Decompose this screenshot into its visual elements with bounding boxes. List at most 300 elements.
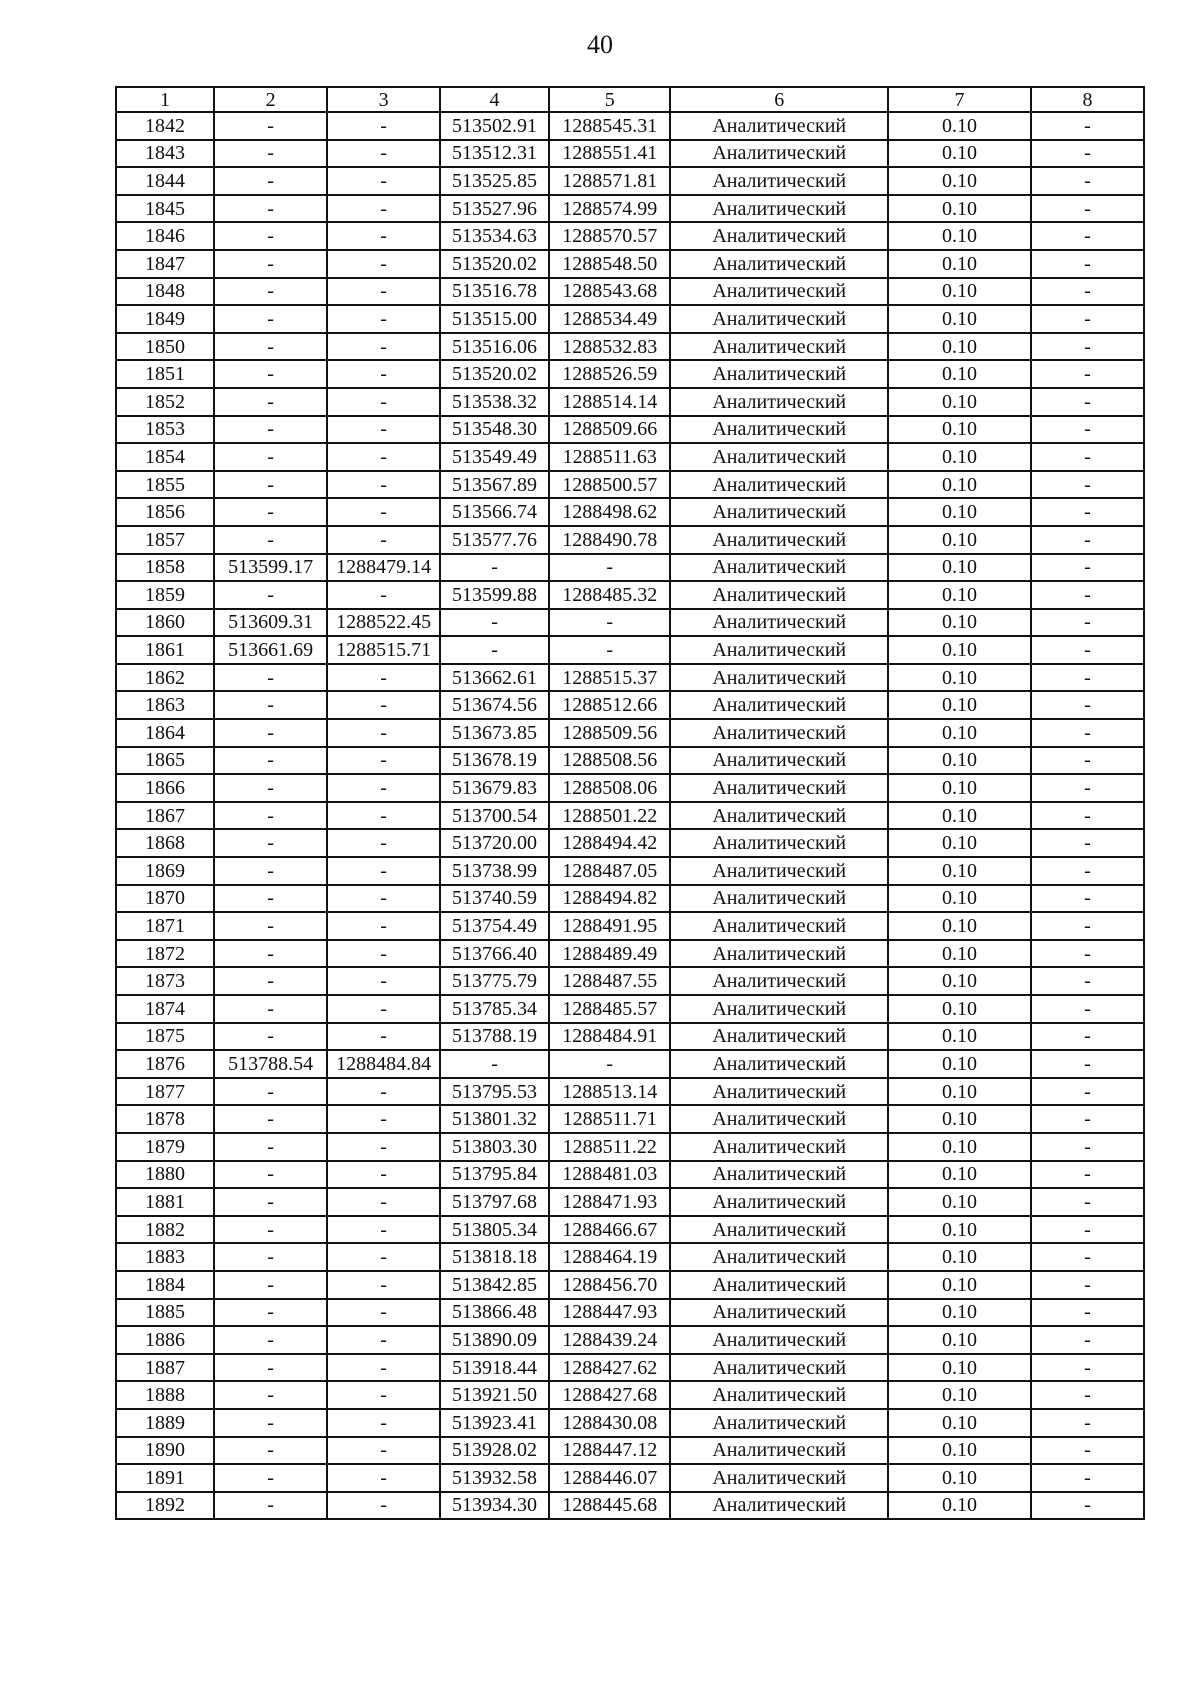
table-row (116, 1381, 1144, 1409)
cell-col3-y: - (327, 1464, 440, 1492)
cell-method: Аналитический (670, 278, 888, 306)
cell-accuracy: 0.10 (888, 967, 1031, 995)
cell-point-number: 1852 (116, 388, 214, 416)
cell-col2-x: - (214, 250, 327, 278)
table-row (116, 526, 1144, 554)
cell-point-number: 1879 (116, 1133, 214, 1161)
cell-accuracy: 0.10 (888, 1188, 1031, 1216)
cell-col4-x: 513720.00 (440, 829, 549, 857)
cell-accuracy: 0.10 (888, 1050, 1031, 1078)
cell-col2-x: - (214, 664, 327, 692)
cell-col8: - (1031, 774, 1144, 802)
cell-accuracy: 0.10 (888, 140, 1031, 168)
cell-col5-y: 1288484.91 (549, 1023, 671, 1051)
cell-col8: - (1031, 278, 1144, 306)
cell-method: Аналитический (670, 1271, 888, 1299)
cell-col5-y: 1288439.24 (549, 1326, 671, 1354)
cell-col8: - (1031, 333, 1144, 361)
cell-col5-y: 1288456.70 (549, 1271, 671, 1299)
cell-col5-y: 1288511.71 (549, 1105, 671, 1133)
cell-col3-y: - (327, 747, 440, 775)
cell-col4-x: 513520.02 (440, 360, 549, 388)
cell-col8: - (1031, 1078, 1144, 1106)
cell-accuracy: 0.10 (888, 1464, 1031, 1492)
cell-col4-x: 513866.48 (440, 1299, 549, 1327)
cell-accuracy: 0.10 (888, 388, 1031, 416)
cell-col8: - (1031, 112, 1144, 140)
cell-col2-x: - (214, 719, 327, 747)
cell-col2-x: - (214, 1271, 327, 1299)
cell-col3-y: - (327, 1023, 440, 1051)
cell-col2-x: - (214, 857, 327, 885)
cell-col3-y: - (327, 1381, 440, 1409)
cell-col4-x: 513805.34 (440, 1216, 549, 1244)
cell-method: Аналитический (670, 250, 888, 278)
cell-col8: - (1031, 802, 1144, 830)
table-row (116, 195, 1144, 223)
cell-accuracy: 0.10 (888, 526, 1031, 554)
table-row (116, 1299, 1144, 1327)
cell-method: Аналитический (670, 1299, 888, 1327)
cell-method: Аналитический (670, 498, 888, 526)
cell-method: Аналитический (670, 1381, 888, 1409)
table-row (116, 388, 1144, 416)
cell-method: Аналитический (670, 1050, 888, 1078)
cell-col5-y: 1288430.08 (549, 1409, 671, 1437)
cell-col8: - (1031, 388, 1144, 416)
cell-col5-y: 1288485.32 (549, 581, 671, 609)
cell-col5-y: 1288498.62 (549, 498, 671, 526)
cell-accuracy: 0.10 (888, 1492, 1031, 1520)
cell-col5-y: 1288526.59 (549, 360, 671, 388)
cell-col5-y: 1288548.50 (549, 250, 671, 278)
cell-col2-x: - (214, 1078, 327, 1106)
cell-col5-y: - (549, 609, 671, 637)
cell-col3-y: - (327, 967, 440, 995)
cell-point-number: 1848 (116, 278, 214, 306)
table-row (116, 1409, 1144, 1437)
cell-col4-x: 513788.19 (440, 1023, 549, 1051)
cell-point-number: 1844 (116, 167, 214, 195)
cell-col3-y: - (327, 719, 440, 747)
cell-col3-y: - (327, 1243, 440, 1271)
cell-col4-x: 513797.68 (440, 1188, 549, 1216)
cell-col8: - (1031, 416, 1144, 444)
cell-col2-x: - (214, 802, 327, 830)
cell-col2-x: 513599.17 (214, 554, 327, 582)
cell-method: Аналитический (670, 1216, 888, 1244)
cell-col2-x: - (214, 967, 327, 995)
cell-col2-x: - (214, 498, 327, 526)
cell-accuracy: 0.10 (888, 1216, 1031, 1244)
cell-accuracy: 0.10 (888, 1105, 1031, 1133)
cell-method: Аналитический (670, 333, 888, 361)
cell-col4-x: 513818.18 (440, 1243, 549, 1271)
table-row (116, 1050, 1144, 1078)
cell-col3-y: - (327, 1409, 440, 1437)
cell-point-number: 1849 (116, 305, 214, 333)
table-row (116, 416, 1144, 444)
cell-col5-y: 1288512.66 (549, 691, 671, 719)
cell-col5-y: 1288471.93 (549, 1188, 671, 1216)
cell-col8: - (1031, 940, 1144, 968)
column-header-4: 4 (440, 87, 549, 112)
cell-col3-y: - (327, 691, 440, 719)
cell-col3-y: - (327, 1133, 440, 1161)
cell-col4-x: 513934.30 (440, 1492, 549, 1520)
cell-col3-y: - (327, 1326, 440, 1354)
cell-col8: - (1031, 1381, 1144, 1409)
table-row (116, 167, 1144, 195)
cell-col4-x: 513520.02 (440, 250, 549, 278)
table-row (116, 691, 1144, 719)
cell-col5-y: 1288447.12 (549, 1437, 671, 1465)
cell-accuracy: 0.10 (888, 167, 1031, 195)
cell-col5-y: 1288487.05 (549, 857, 671, 885)
cell-col5-y: 1288508.56 (549, 747, 671, 775)
cell-col4-x: 513918.44 (440, 1354, 549, 1382)
cell-col2-x: - (214, 1133, 327, 1161)
cell-col4-x: 513577.76 (440, 526, 549, 554)
cell-method: Аналитический (670, 609, 888, 637)
column-header-1: 1 (116, 87, 214, 112)
cell-accuracy: 0.10 (888, 829, 1031, 857)
cell-method: Аналитический (670, 1409, 888, 1437)
cell-col2-x: 513788.54 (214, 1050, 327, 1078)
cell-col4-x: 513785.34 (440, 995, 549, 1023)
cell-point-number: 1856 (116, 498, 214, 526)
cell-method: Аналитический (670, 1437, 888, 1465)
cell-col2-x: - (214, 222, 327, 250)
table-row (116, 471, 1144, 499)
table-row (116, 1023, 1144, 1051)
cell-method: Аналитический (670, 222, 888, 250)
cell-col3-y: - (327, 829, 440, 857)
cell-col8: - (1031, 995, 1144, 1023)
cell-point-number: 1888 (116, 1381, 214, 1409)
cell-accuracy: 0.10 (888, 112, 1031, 140)
cell-method: Аналитический (670, 1078, 888, 1106)
cell-col3-y: - (327, 498, 440, 526)
cell-method: Аналитический (670, 581, 888, 609)
cell-accuracy: 0.10 (888, 222, 1031, 250)
cell-point-number: 1865 (116, 747, 214, 775)
cell-col8: - (1031, 1023, 1144, 1051)
cell-point-number: 1882 (116, 1216, 214, 1244)
cell-col3-y: - (327, 1105, 440, 1133)
coordinates-table (115, 86, 1145, 1520)
cell-method: Аналитический (670, 1243, 888, 1271)
column-header-3: 3 (327, 87, 440, 112)
cell-accuracy: 0.10 (888, 995, 1031, 1023)
cell-point-number: 1863 (116, 691, 214, 719)
cell-col4-x: 513766.40 (440, 940, 549, 968)
table-row (116, 250, 1144, 278)
cell-col3-y: 1288522.45 (327, 609, 440, 637)
cell-col3-y: - (327, 664, 440, 692)
cell-method: Аналитический (670, 1326, 888, 1354)
cell-col3-y: - (327, 1271, 440, 1299)
cell-point-number: 1872 (116, 940, 214, 968)
cell-col2-x: - (214, 278, 327, 306)
cell-col4-x: 513527.96 (440, 195, 549, 223)
cell-accuracy: 0.10 (888, 1409, 1031, 1437)
page-number: 40 (587, 30, 613, 59)
cell-method: Аналитический (670, 857, 888, 885)
cell-col2-x: - (214, 747, 327, 775)
cell-col2-x: - (214, 1216, 327, 1244)
cell-method: Аналитический (670, 388, 888, 416)
table-row (116, 1326, 1144, 1354)
cell-col5-y: 1288545.31 (549, 112, 671, 140)
cell-col5-y: 1288427.68 (549, 1381, 671, 1409)
cell-point-number: 1885 (116, 1299, 214, 1327)
cell-col5-y: 1288514.14 (549, 388, 671, 416)
cell-accuracy: 0.10 (888, 1161, 1031, 1189)
cell-method: Аналитический (670, 829, 888, 857)
cell-point-number: 1874 (116, 995, 214, 1023)
cell-col5-y: 1288571.81 (549, 167, 671, 195)
cell-col2-x: - (214, 1492, 327, 1520)
cell-col3-y: - (327, 443, 440, 471)
cell-col3-y: - (327, 1161, 440, 1189)
table-row (116, 360, 1144, 388)
cell-col4-x: 513803.30 (440, 1133, 549, 1161)
cell-method: Аналитический (670, 995, 888, 1023)
cell-accuracy: 0.10 (888, 609, 1031, 637)
cell-point-number: 1867 (116, 802, 214, 830)
table-row (116, 222, 1144, 250)
cell-method: Аналитический (670, 1464, 888, 1492)
cell-col8: - (1031, 1326, 1144, 1354)
cell-col2-x: - (214, 1243, 327, 1271)
table-row (116, 305, 1144, 333)
cell-col8: - (1031, 498, 1144, 526)
cell-accuracy: 0.10 (888, 747, 1031, 775)
cell-col8: - (1031, 360, 1144, 388)
cell-accuracy: 0.10 (888, 581, 1031, 609)
cell-col5-y: 1288466.67 (549, 1216, 671, 1244)
cell-col2-x: - (214, 443, 327, 471)
cell-col8: - (1031, 609, 1144, 637)
cell-col2-x: - (214, 1326, 327, 1354)
cell-col4-x: 513795.53 (440, 1078, 549, 1106)
cell-col8: - (1031, 222, 1144, 250)
cell-point-number: 1880 (116, 1161, 214, 1189)
table-row (116, 333, 1144, 361)
cell-col5-y: - (549, 636, 671, 664)
cell-point-number: 1892 (116, 1492, 214, 1520)
cell-col2-x: - (214, 388, 327, 416)
cell-accuracy: 0.10 (888, 416, 1031, 444)
table-row (116, 747, 1144, 775)
table-row (116, 802, 1144, 830)
table-row (116, 967, 1144, 995)
cell-accuracy: 0.10 (888, 1354, 1031, 1382)
cell-method: Аналитический (670, 1133, 888, 1161)
cell-point-number: 1853 (116, 416, 214, 444)
cell-point-number: 1866 (116, 774, 214, 802)
cell-point-number: 1891 (116, 1464, 214, 1492)
cell-accuracy: 0.10 (888, 305, 1031, 333)
cell-accuracy: 0.10 (888, 250, 1031, 278)
cell-col5-y: 1288534.49 (549, 305, 671, 333)
cell-col8: - (1031, 1354, 1144, 1382)
cell-point-number: 1887 (116, 1354, 214, 1382)
cell-method: Аналитический (670, 140, 888, 168)
cell-col5-y: 1288574.99 (549, 195, 671, 223)
cell-col8: - (1031, 1299, 1144, 1327)
cell-accuracy: 0.10 (888, 912, 1031, 940)
cell-col5-y: 1288445.68 (549, 1492, 671, 1520)
cell-col8: - (1031, 581, 1144, 609)
cell-col4-x: 513921.50 (440, 1381, 549, 1409)
cell-method: Аналитический (670, 195, 888, 223)
cell-col2-x: - (214, 305, 327, 333)
cell-accuracy: 0.10 (888, 1271, 1031, 1299)
column-header-2: 2 (214, 87, 327, 112)
cell-col4-x: 513549.49 (440, 443, 549, 471)
cell-method: Аналитический (670, 416, 888, 444)
table-row (116, 857, 1144, 885)
cell-point-number: 1881 (116, 1188, 214, 1216)
cell-col4-x: 513890.09 (440, 1326, 549, 1354)
cell-col8: - (1031, 1271, 1144, 1299)
cell-col5-y: 1288511.63 (549, 443, 671, 471)
cell-col2-x: - (214, 360, 327, 388)
table-row (116, 140, 1144, 168)
table-row (116, 829, 1144, 857)
cell-col4-x: 513923.41 (440, 1409, 549, 1437)
cell-col3-y: - (327, 581, 440, 609)
cell-col3-y: 1288479.14 (327, 554, 440, 582)
cell-col3-y: - (327, 774, 440, 802)
cell-col8: - (1031, 857, 1144, 885)
cell-col8: - (1031, 1243, 1144, 1271)
cell-col4-x: 513567.89 (440, 471, 549, 499)
cell-point-number: 1871 (116, 912, 214, 940)
table-row (116, 885, 1144, 913)
cell-col2-x: - (214, 112, 327, 140)
cell-col5-y: 1288511.22 (549, 1133, 671, 1161)
cell-col5-y: 1288487.55 (549, 967, 671, 995)
table-row (116, 1161, 1144, 1189)
cell-col2-x: - (214, 1437, 327, 1465)
cell-point-number: 1890 (116, 1437, 214, 1465)
cell-col4-x: 513932.58 (440, 1464, 549, 1492)
cell-col8: - (1031, 471, 1144, 499)
table-row (116, 1492, 1144, 1520)
cell-col3-y: - (327, 305, 440, 333)
cell-point-number: 1845 (116, 195, 214, 223)
cell-col3-y: - (327, 112, 440, 140)
cell-accuracy: 0.10 (888, 636, 1031, 664)
cell-col2-x: - (214, 167, 327, 195)
cell-col8: - (1031, 167, 1144, 195)
cell-col3-y: - (327, 1188, 440, 1216)
cell-col8: - (1031, 1188, 1144, 1216)
cell-col3-y: - (327, 940, 440, 968)
cell-col2-x: - (214, 140, 327, 168)
column-header-6: 6 (670, 87, 888, 112)
cell-col8: - (1031, 250, 1144, 278)
cell-method: Аналитический (670, 664, 888, 692)
cell-col2-x: - (214, 912, 327, 940)
cell-col4-x: 513525.85 (440, 167, 549, 195)
cell-col2-x: - (214, 1464, 327, 1492)
cell-col3-y: - (327, 995, 440, 1023)
cell-col4-x: 513795.84 (440, 1161, 549, 1189)
column-header-5: 5 (549, 87, 671, 112)
cell-method: Аналитический (670, 1354, 888, 1382)
cell-method: Аналитический (670, 471, 888, 499)
cell-method: Аналитический (670, 802, 888, 830)
cell-method: Аналитический (670, 1023, 888, 1051)
cell-col3-y: - (327, 1078, 440, 1106)
cell-col4-x: 513599.88 (440, 581, 549, 609)
cell-col2-x: - (214, 471, 327, 499)
table-row (116, 774, 1144, 802)
cell-point-number: 1857 (116, 526, 214, 554)
cell-accuracy: 0.10 (888, 719, 1031, 747)
cell-col3-y: - (327, 140, 440, 168)
cell-col2-x: - (214, 691, 327, 719)
cell-col8: - (1031, 912, 1144, 940)
cell-accuracy: 0.10 (888, 554, 1031, 582)
table-row (116, 940, 1144, 968)
cell-col2-x: - (214, 416, 327, 444)
cell-method: Аналитический (670, 443, 888, 471)
cell-accuracy: 0.10 (888, 857, 1031, 885)
cell-col3-y: - (327, 250, 440, 278)
cell-col5-y: 1288446.07 (549, 1464, 671, 1492)
cell-accuracy: 0.10 (888, 885, 1031, 913)
table-row (116, 1354, 1144, 1382)
table-row (116, 1078, 1144, 1106)
cell-col5-y: 1288490.78 (549, 526, 671, 554)
cell-col3-y: - (327, 1354, 440, 1382)
table-row (116, 1464, 1144, 1492)
cell-col8: - (1031, 664, 1144, 692)
cell-col4-x: 513678.19 (440, 747, 549, 775)
cell-col4-x: 513534.63 (440, 222, 549, 250)
table-row (116, 554, 1144, 582)
table-row (116, 719, 1144, 747)
cell-accuracy: 0.10 (888, 1326, 1031, 1354)
cell-point-number: 1859 (116, 581, 214, 609)
cell-col3-y: - (327, 885, 440, 913)
cell-col5-y: 1288515.37 (549, 664, 671, 692)
cell-point-number: 1847 (116, 250, 214, 278)
cell-point-number: 1846 (116, 222, 214, 250)
cell-col3-y: - (327, 1492, 440, 1520)
cell-col8: - (1031, 691, 1144, 719)
cell-col4-x: 513754.49 (440, 912, 549, 940)
cell-col8: - (1031, 1409, 1144, 1437)
table-row (116, 1133, 1144, 1161)
cell-point-number: 1870 (116, 885, 214, 913)
cell-col4-x: 513515.00 (440, 305, 549, 333)
cell-col2-x: - (214, 1161, 327, 1189)
cell-point-number: 1861 (116, 636, 214, 664)
cell-accuracy: 0.10 (888, 333, 1031, 361)
cell-col8: - (1031, 1105, 1144, 1133)
cell-col4-x: 513700.54 (440, 802, 549, 830)
cell-method: Аналитический (670, 1492, 888, 1520)
table-row (116, 112, 1144, 140)
cell-point-number: 1869 (116, 857, 214, 885)
cell-col5-y: 1288509.66 (549, 416, 671, 444)
